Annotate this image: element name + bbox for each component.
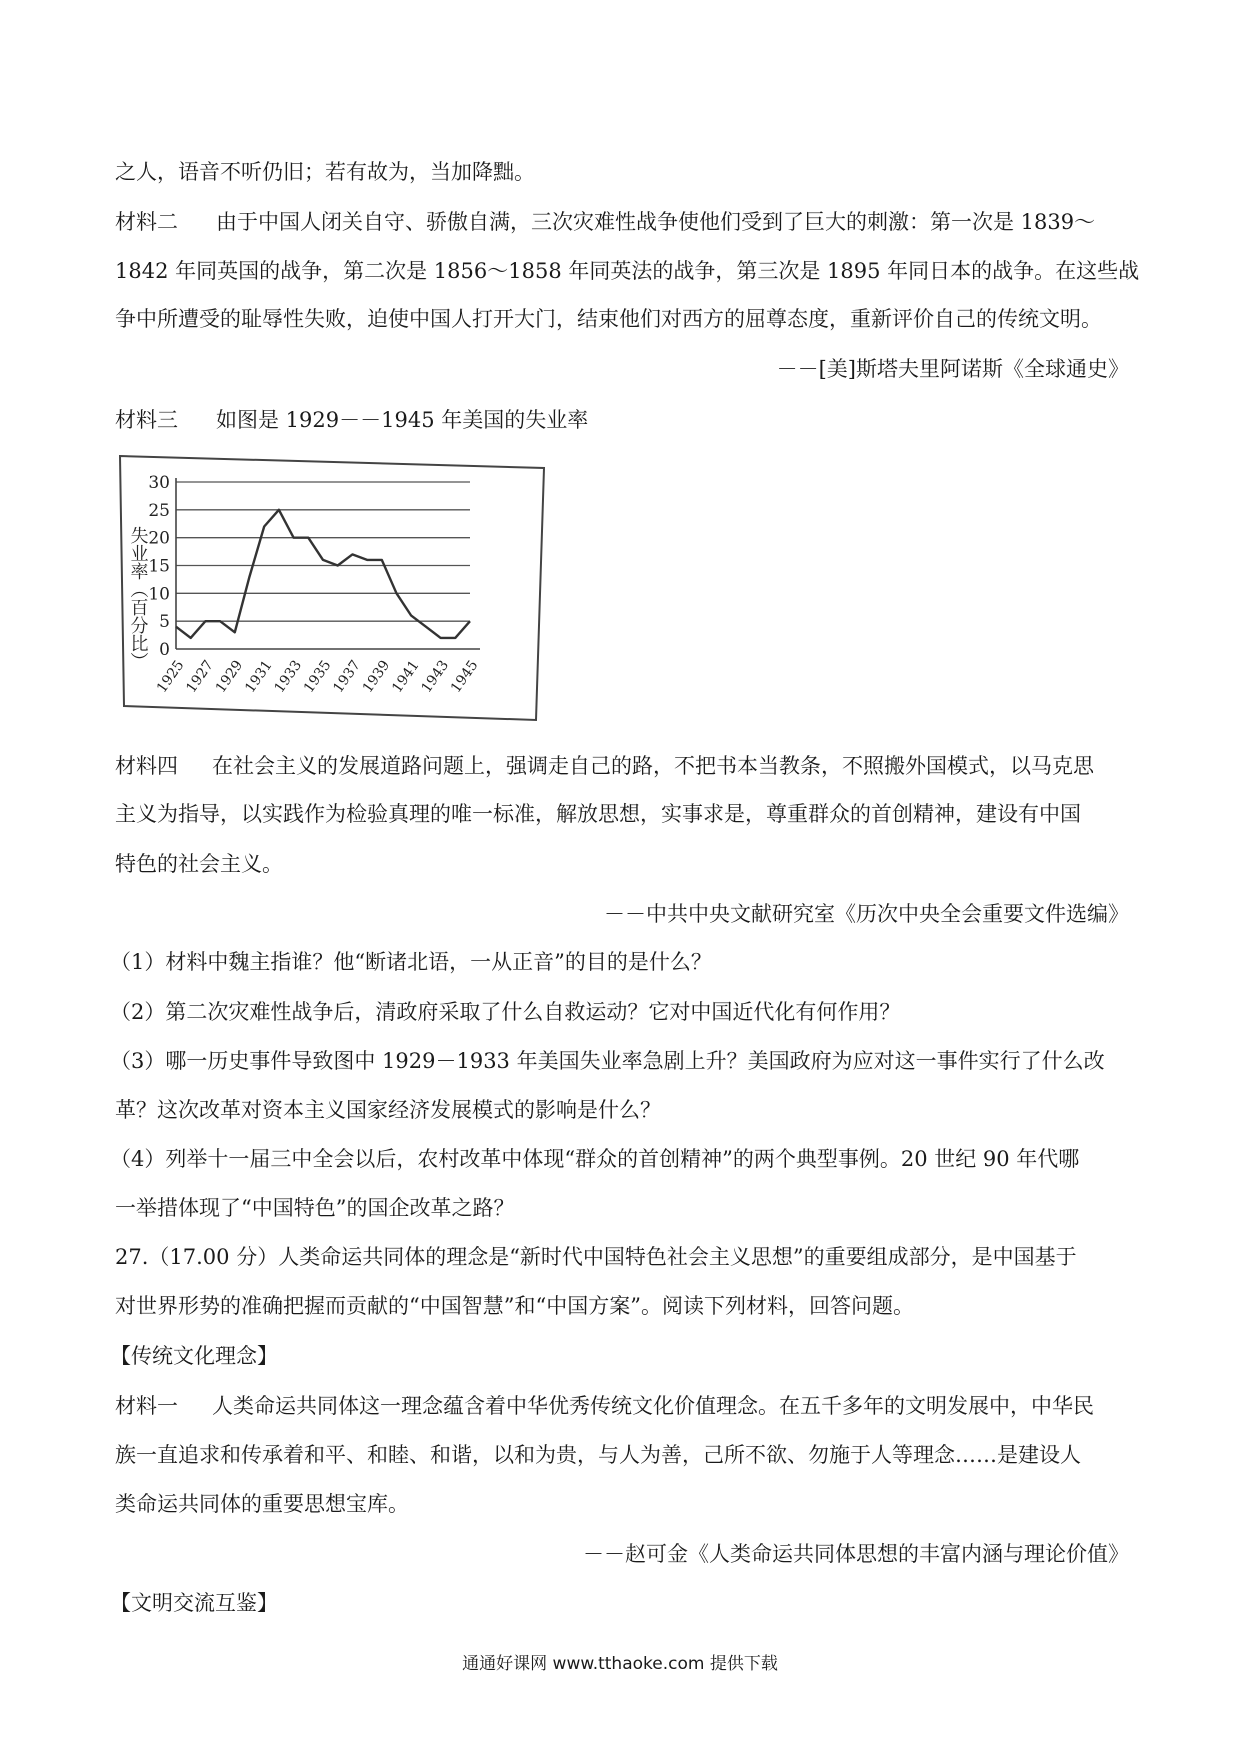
text-line: 之人，语音不听仍旧；若有故为，当加降黜。 <box>115 160 535 184</box>
question-4: （4）列举十一届三中全会以后，农村改革中体现“群众的首创精神”的两个典型事例。20 世纪 90 年代哪 <box>110 1147 1080 1171</box>
text-line: 主义为指导，以实践作为检验真理的唯一标准，解放思想，实事求是，尊重群众的首创精神，建设有中国 <box>115 802 1081 826</box>
question-27: 27.（17.00 分）人类命运共同体的理念是“新时代中国特色社会主义思想”的重要组成部分，是中国基于 <box>115 1245 1077 1269</box>
material-source: －－赵可金《人类命运共同体思想的丰富内涵与理论价值》 <box>583 1542 1129 1566</box>
y-tick-label: 0 <box>159 640 170 660</box>
x-tick-label: 1931 <box>242 657 276 696</box>
y-axis-label: 失业率（百分比） <box>127 526 149 670</box>
text-line: 对世界形势的准确把握而贡献的“中国智慧”和“中国方案”。阅读下列材料，回答问题。 <box>115 1294 914 1318</box>
x-tick-label: 1933 <box>271 657 306 696</box>
x-tick-label: 1941 <box>389 657 423 696</box>
material-4-first-line <box>115 752 1094 780</box>
text-line: 特色的社会主义。 <box>115 852 283 876</box>
text-line: 革？这次改革对资本主义国家经济发展模式的影响是什么？ <box>115 1098 661 1122</box>
text-line: 族一直追求和传承着和平、和睦、和谐，以和为贵，与人为善，己所不欲、勿施于人等理念……是建设人 <box>115 1443 1081 1467</box>
material-label: 材料二 <box>115 210 178 234</box>
series-line <box>176 510 470 638</box>
material-text: 由于中国人闭关自守、骄傲自满，三次灾难性战争使他们受到了巨大的刺激：第一次是 1839～ <box>216 210 1096 234</box>
material-text: 人类命运共同体这一理念蕴含着中华优秀传统文化价值理念。在五千多年的文明发展中，中华民 <box>212 1394 1094 1418</box>
x-tick-label: 1929 <box>212 657 247 696</box>
y-tick-labels <box>148 473 170 660</box>
material-source: －－中共中央文献研究室《历次中央全会重要文件选编》 <box>604 902 1129 926</box>
section-heading: 【传统文化理念】 <box>110 1344 278 1368</box>
material-1-first-line <box>115 1392 1094 1420</box>
y-tick-label: 20 <box>148 528 170 549</box>
material-text: 在社会主义的发展道路问题上，强调走自己的路，不把书本当教条，不照搬外国模式，以马克思 <box>212 754 1094 778</box>
material-label: 材料四 <box>115 754 178 778</box>
section-heading: 【文明交流互鉴】 <box>110 1591 278 1615</box>
material-source: －－[美]斯塔夫里阿诺斯《全球通史》 <box>776 357 1129 381</box>
x-tick-label: 1927 <box>183 657 217 696</box>
text-line: 1842 年同英国的战争，第二次是 1856～1858 年同英法的战争，第三次是 1895 年同日本的战争。在这些战 <box>115 259 1140 283</box>
y-tick-label: 5 <box>159 612 170 633</box>
y-tick-label: 25 <box>148 500 170 521</box>
footer-url[interactable]: www.tthaoke.com <box>552 1654 705 1674</box>
x-tick-label: 1935 <box>300 657 335 696</box>
text-line: 一举措体现了“中国特色”的国企改革之路？ <box>115 1196 515 1220</box>
material-label: 材料一 <box>115 1394 178 1418</box>
material-2-first-line <box>115 208 1095 236</box>
y-tick-label: 10 <box>148 584 170 605</box>
question-2: （2）第二次灾难性战争后，清政府采取了什么自救运动？它对中国近代化有何作用？ <box>110 1000 901 1024</box>
unemployment-chart <box>118 454 548 722</box>
x-tick-label: 1939 <box>359 657 394 696</box>
x-tick-labels <box>154 658 482 696</box>
text-line: 类命运共同体的重要思想宝库。 <box>115 1492 409 1516</box>
page-footer <box>0 1653 1240 1675</box>
footer-site: 通通好课网 <box>462 1654 548 1674</box>
x-tick-label: 1943 <box>418 657 453 696</box>
chart-grid <box>176 482 470 621</box>
x-tick-label: 1937 <box>330 657 364 696</box>
footer-note: 提供下载 <box>709 1654 778 1674</box>
question-1: （1）材料中魏主指谁？他“断诸北语，一从正音”的目的是什么？ <box>110 950 712 974</box>
question-3: （3）哪一历史事件导致图中 1929－1933 年美国失业率急剧上升？美国政府为应对这一事件实行了什么改 <box>110 1049 1105 1073</box>
y-tick-label: 30 <box>148 473 170 493</box>
x-tick-label: 1945 <box>447 657 482 696</box>
x-tick-label: 1925 <box>153 657 188 696</box>
material-text: 如图是 1929－－1945 年美国的失业率 <box>216 408 589 432</box>
text-line: 争中所遭受的耻辱性失败，迫使中国人打开大门，结束他们对西方的屈尊态度，重新评价自己的传统文明。 <box>115 307 1102 331</box>
chart-frame <box>120 456 544 720</box>
material-label: 材料三 <box>115 408 178 432</box>
material-3-line <box>115 406 588 434</box>
y-tick-label: 15 <box>148 556 170 577</box>
